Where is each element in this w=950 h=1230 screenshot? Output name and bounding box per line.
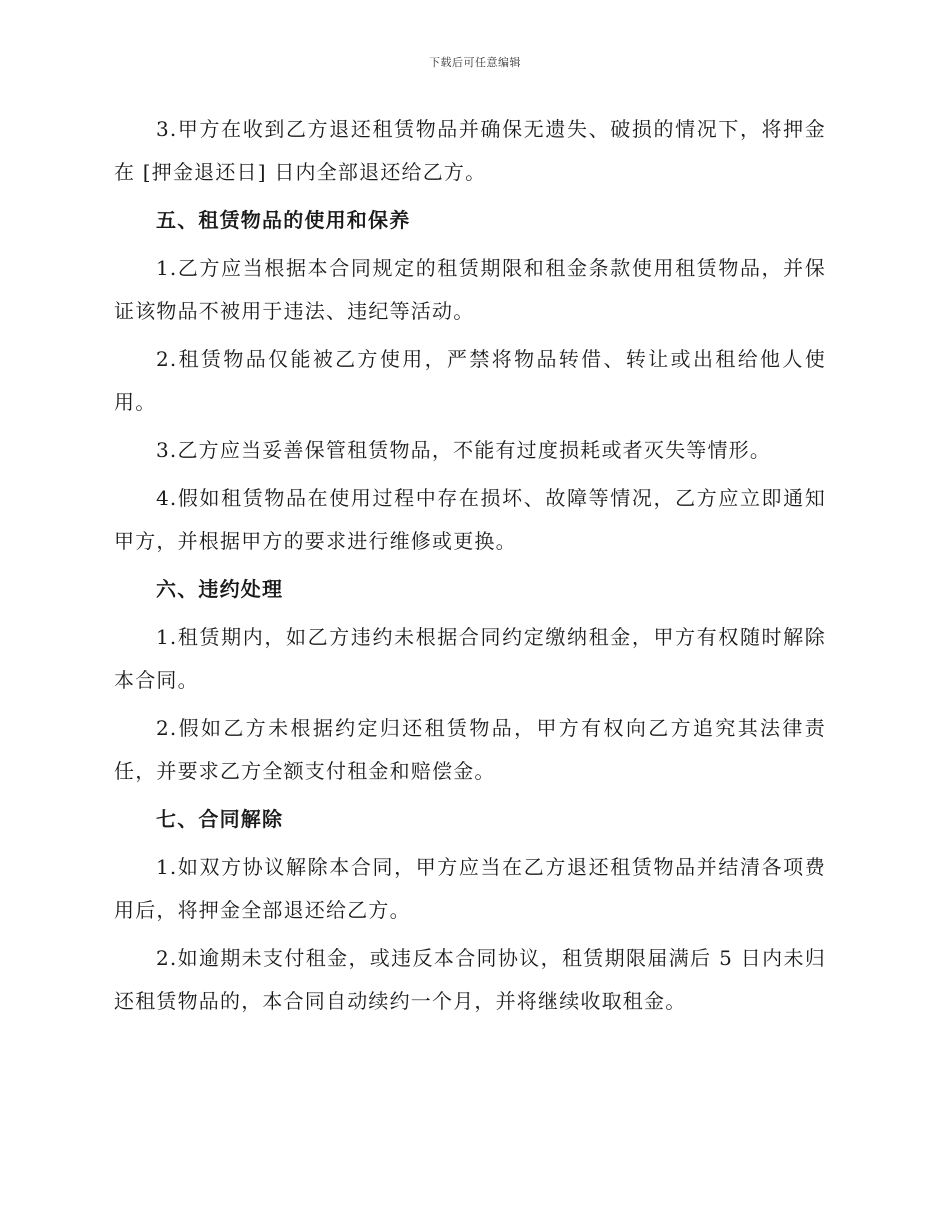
paragraph-usage-terms: 1.乙方应当根据本合同规定的租赁期限和租金条款使用租赁物品，并保证该物品不被用于违法、违纪等活动。 [114, 256, 826, 323]
paragraph-deposit-return: 3.甲方在收到乙方退还租赁物品并确保无遗失、破损的情况下，将押金在 [押金退还日] 日内全部退还给乙方。 [114, 117, 826, 184]
paragraph-unpaid-rent: 1.租赁期内，如乙方违约未根据合同约定缴纳租金，甲方有权随时解除本合同。 [114, 625, 826, 692]
paragraph-unreturned-items: 2.假如乙方未根据约定归还租赁物品，甲方有权向乙方追究其法律责任，并要求乙方全额支付租金和赔偿金。 [114, 716, 826, 783]
document-body [114, 108, 826, 1028]
paragraph-exclusive-use: 2.租赁物品仅能被乙方使用，严禁将物品转借、转让或出租给他人使用。 [114, 347, 826, 414]
paragraph-safekeeping: 3.乙方应当妥善保管租赁物品，不能有过度损耗或者灭失等情形。 [156, 438, 772, 462]
section-heading-termination: 七、合同解除 [156, 807, 284, 831]
section-heading-breach: 六、违约处理 [156, 577, 284, 601]
paragraph-damage-notice: 4.假如租赁物品在使用过程中存在损坏、故障等情况，乙方应立即通知甲方，并根据甲方的要求进行维修或更换。 [114, 486, 826, 553]
section-heading-usage-maintenance: 五、租赁物品的使用和保养 [156, 208, 411, 232]
paragraph-auto-renewal: 2.如逾期未支付租金，或违反本合同协议，租赁期限届满后 5 日内未归还租赁物品的，本合同自动续约一个月，并将继续收取租金。 [114, 946, 826, 1013]
paragraph-mutual-termination: 1.如双方协议解除本合同，甲方应当在乙方退还租赁物品并结清各项费用后，将押金全部退还给乙方。 [114, 855, 826, 922]
page-header: 下载后可任意编辑 [429, 56, 521, 69]
